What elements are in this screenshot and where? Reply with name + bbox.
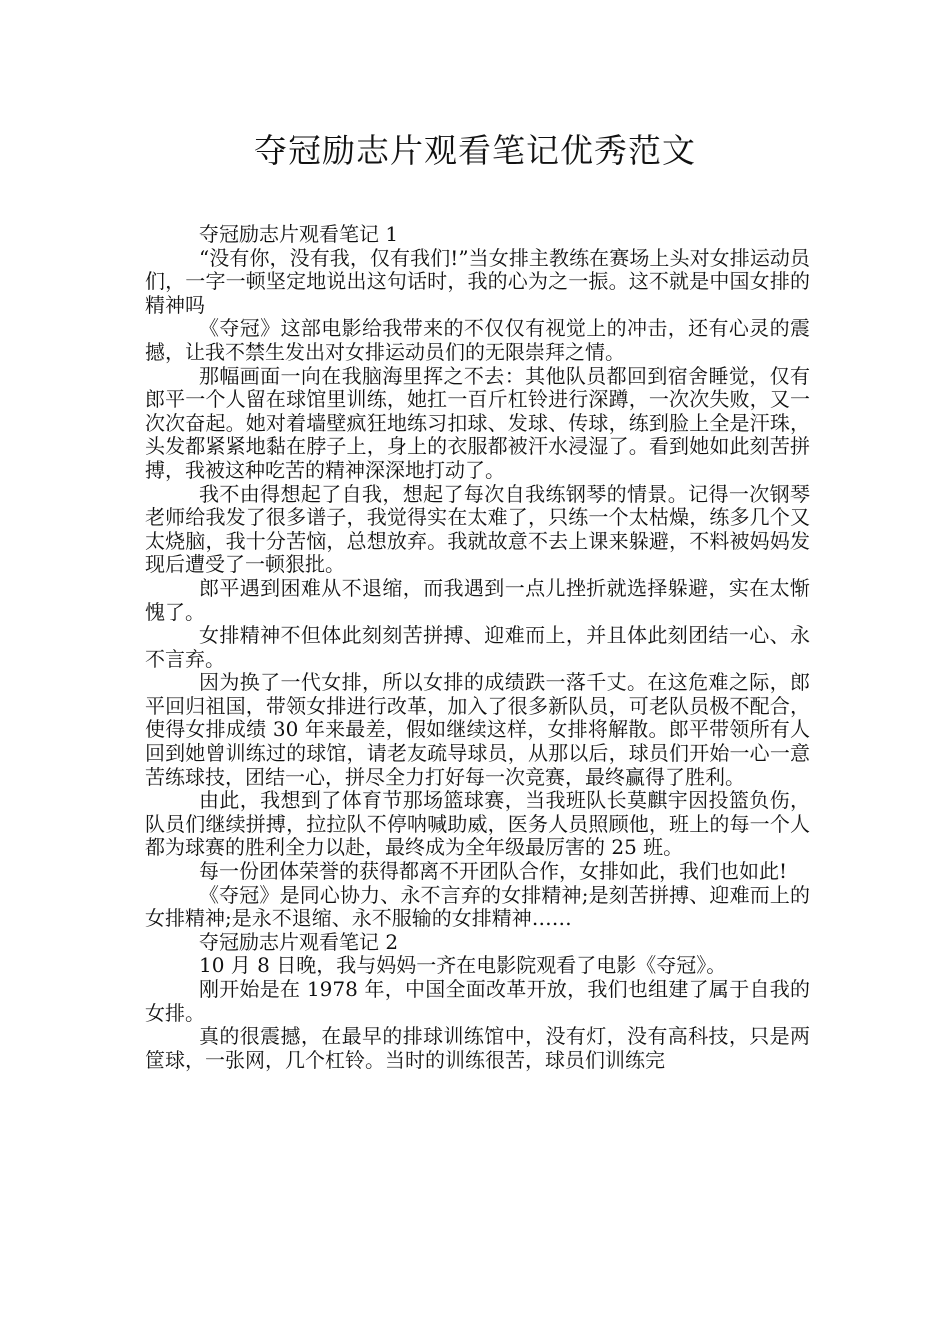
paragraph: 刚开始是在 1978 年，中国全面改革开放，我们也组建了属于自我的女排。 xyxy=(145,977,810,1025)
paragraph: 我不由得想起了自我，想起了每次自我练钢琴的情景。记得一次钢琴老师给我发了很多谱子，我觉得实在太难了，只练一个太枯燥，练多几个又太烧脑，我十分苦恼，总想放弃。我就故意不去上课来躲避，不料被妈妈发现后遭受了一顿狠批。 xyxy=(145,481,810,577)
section-heading: 夺冠励志片观看笔记 1 xyxy=(199,222,399,246)
paragraph: 每一份团体荣誉的获得都离不开团队合作，女排如此，我们也如此! xyxy=(199,859,788,884)
paragraph: 女排精神不但体此刻刻苦拼搏、迎难而上，并且体此刻团结一心、永不言弃。 xyxy=(145,623,810,671)
paragraph: 那幅画面一向在我脑海里挥之不去：其他队员都回到宿舍睡觉，仅有郎平一个人留在球馆里训练，她扛一百斤杠铃进行深蹲，一次次失败，又一次次奋起。她对着墙壁疯狂地练习扣球、发球、传球，练到脸上全是汗珠，头发都紧紧地黏在脖子上，身上的衣服都被汗水浸湿了。看到她如此刻苦拼搏，我被这种吃苦的精神深深地打动了。 xyxy=(145,363,810,482)
paragraph: 10 月 8 日晚，我与妈妈一齐在电影院观看了电影《夺冠》。 xyxy=(199,953,727,978)
paragraph: 《夺冠》这部电影给我带来的不仅仅有视觉上的冲击，还有心灵的震撼，让我不禁生发出对女排运动员们的无限崇拜之情。 xyxy=(145,316,810,364)
section-heading: 夺冠励志片观看笔记 2 xyxy=(199,929,399,954)
document-body xyxy=(145,223,810,1072)
paragraph: 真的很震撼，在最早的排球训练馆中，没有灯，没有高科技，只是两筐球，一张网，几个杠铃。当时的训练很苦，球员们训练完 xyxy=(145,1024,810,1072)
paragraph: 《夺冠》是同心协力、永不言弃的女排精神;是刻苦拼搏、迎难而上的女排精神;是永不退缩、永不服输的女排精神…… xyxy=(145,882,810,931)
paragraph: 由此，我想到了体育节那场篮球赛，当我班队长莫麒宇因投篮负伤，队员们继续拼搏，拉拉队不停呐喊助威，医务人员照顾他，班上的每一个人都为球赛的胜利全力以赴，最终成为全年级最厉害的 25 班。 xyxy=(145,788,810,860)
document-title: 夺冠励志片观看笔记优秀范文 xyxy=(254,131,696,170)
paragraph: 郎平遇到困难从不退缩，而我遇到一点儿挫折就选择躲避，实在太惭愧了。 xyxy=(145,575,810,624)
paragraph: 因为换了一代女排，所以女排的成绩跌一落千丈。在这危难之际，郎平回归祖国，带领女排进行改革，加入了很多新队员，可老队员极不配合，使得女排成绩 30 年来最差，假如继续这样，女排将解散。郎平带领所有人回到她曾训练过的球馆，请老友疏导球员，从那以后，球员们开始一心一意苦练球技，团结一心，拼尽全力打好每一次竞赛，最终赢得了胜利。 xyxy=(145,670,810,789)
paragraph: “没有你，没有我，仅有我们!”当女排主教练在赛场上头对女排运动员们，一字一顿坚定地说出这句话时，我的心为之一振。这不就是中国女排的精神吗 xyxy=(145,245,810,317)
